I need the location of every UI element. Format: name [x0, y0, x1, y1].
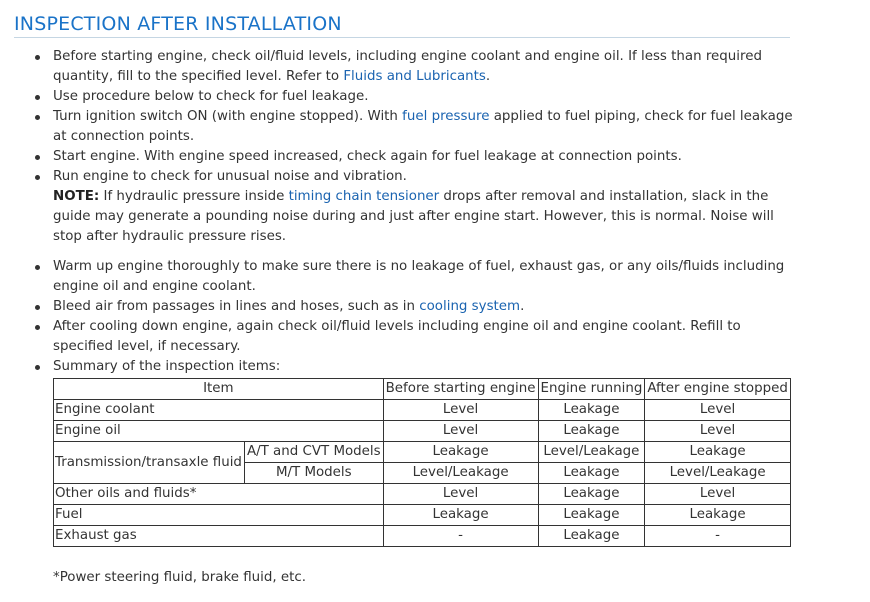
list-item: Start engine. With engine speed increased, check again for fuel leakage at connection points. [53, 147, 793, 167]
footnote: *Power steering fluid, brake fluid, etc. [53, 570, 307, 585]
column-header: Before starting engine [383, 379, 538, 400]
table-cell: Level [383, 484, 538, 505]
note-label: NOTE: [53, 189, 100, 204]
list-item: Use procedure below to check for fuel leakage. [53, 87, 793, 107]
list-item [53, 47, 793, 87]
inspection-summary-table [53, 378, 791, 547]
table-cell: Leakage [383, 442, 538, 463]
table-cell: - [645, 526, 791, 547]
table-cell: Leakage [645, 442, 791, 463]
table-row [54, 484, 791, 505]
table-cell: Leakage [645, 505, 791, 526]
table-cell: Other oils and fluids* [54, 484, 384, 505]
fluids-lubricants-link[interactable]: Fluids and Lubricants [343, 69, 486, 84]
item-text: . [485, 69, 491, 84]
item-text: Before starting engine, check oil/fluid levels, including engine coolant and engine oil. If less than required quantity, fill to the specified level. Refer to [53, 49, 762, 84]
procedure-list [53, 47, 793, 377]
table-cell: M/T Models [244, 463, 383, 484]
cooling-system-link[interactable]: cooling system [419, 299, 521, 314]
table-cell: Engine coolant [54, 400, 384, 421]
item-text: Bleed air from passages in lines and hoses, such as in [53, 299, 420, 314]
table-header-row [54, 379, 791, 400]
table-cell: Level/Leakage [383, 463, 538, 484]
list-item [53, 297, 793, 317]
table-cell: Level [645, 484, 791, 505]
column-header: After engine stopped [645, 379, 791, 400]
column-header: Engine running [538, 379, 645, 400]
list-item: After cooling down engine, again check oil/fluid levels including engine oil and engine coolant. Refill to specified level, if necessary. [53, 317, 793, 357]
list-item: Warm up engine thoroughly to make sure there is no leakage of fuel, exhaust gas, or any oils/fluids including engine oil and engine coolant. [53, 257, 793, 297]
table-cell: Fuel [54, 505, 384, 526]
table-cell: Leakage [538, 505, 645, 526]
note-text: drops after removal and installation, slack in the guide may generate a pounding noise during and just after engine start. However, this is normal. Noise will stop after hydraulic pressure rises. [53, 189, 774, 244]
timing-chain-tensioner-link[interactable]: timing chain tensioner [288, 189, 440, 204]
table-cell: Level/Leakage [538, 442, 645, 463]
column-header: Item [54, 379, 384, 400]
list-item [53, 167, 793, 247]
table-cell: Level [383, 421, 538, 442]
table-cell: Transmission/transaxle fluid [54, 442, 245, 484]
table-cell: Engine oil [54, 421, 384, 442]
item-text: . [520, 299, 525, 314]
table-cell: Leakage [538, 484, 645, 505]
table-cell: Level [645, 400, 791, 421]
item-text: Turn ignition switch ON (with engine stopped). With [53, 109, 403, 124]
table-cell: Leakage [538, 526, 645, 547]
note-text: If hydraulic pressure inside [99, 189, 289, 204]
list-item: Summary of the inspection items: [53, 357, 793, 377]
table-cell: - [383, 526, 538, 547]
item-text: applied to fuel piping, check for fuel leakage at connection points. [53, 109, 793, 144]
item-text: Run engine to check for unusual noise and vibration. [53, 169, 407, 184]
table-row [54, 526, 791, 547]
table-cell: A/T and CVT Models [244, 442, 383, 463]
table-row [54, 421, 791, 442]
table-cell: Leakage [538, 400, 645, 421]
table-cell: Exhaust gas [54, 526, 384, 547]
table-cell: Level/Leakage [645, 463, 791, 484]
table-cell: Leakage [383, 505, 538, 526]
table-row [54, 400, 791, 421]
table-row [54, 442, 791, 463]
table-cell: Level [383, 400, 538, 421]
table-row [54, 505, 791, 526]
list-item [53, 107, 793, 147]
table-cell: Leakage [538, 463, 645, 484]
page-title: INSPECTION AFTER INSTALLATION [14, 13, 790, 38]
fuel-pressure-link[interactable]: fuel pressure [402, 109, 490, 124]
table-cell: Leakage [538, 421, 645, 442]
table-cell: Level [645, 421, 791, 442]
